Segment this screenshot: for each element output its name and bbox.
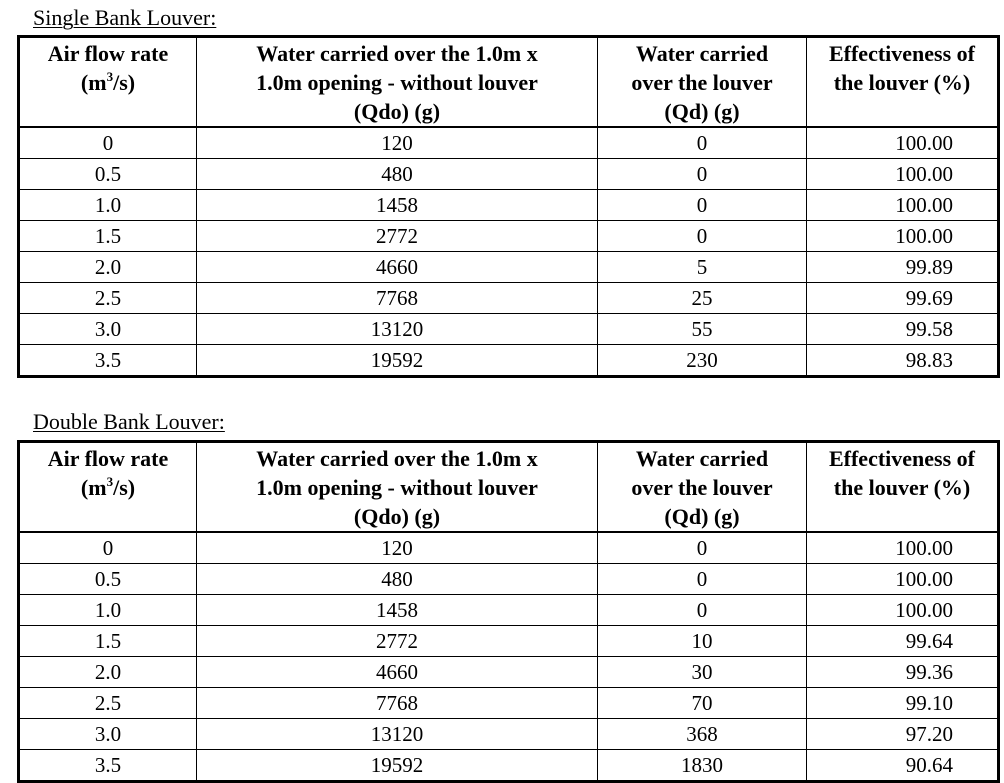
- cell-air-flow-rate: 1.0: [19, 595, 197, 626]
- cell-effectiveness: 99.58: [807, 314, 999, 345]
- double-bank-louver-title: Double Bank Louver:: [33, 409, 225, 434]
- table-row: [19, 688, 999, 719]
- cell-air-flow-rate: 1.5: [19, 221, 197, 252]
- cell-water-over-louver: 0: [598, 595, 807, 626]
- table-body: [19, 127, 999, 377]
- cell-effectiveness: 100.00: [807, 190, 999, 221]
- cell-water-over-louver: 25: [598, 283, 807, 314]
- cell-air-flow-rate: 1.5: [19, 626, 197, 657]
- cell-water-without-louver: 13120: [197, 314, 598, 345]
- cell-air-flow-rate: 0.5: [19, 564, 197, 595]
- cell-effectiveness: 99.69: [807, 283, 999, 314]
- table-header-row: [19, 442, 999, 533]
- cell-water-without-louver: 7768: [197, 283, 598, 314]
- table-row: [19, 532, 999, 564]
- cell-air-flow-rate: 2.5: [19, 283, 197, 314]
- header-effectiveness: Effectiveness of the louver (%): [807, 37, 999, 128]
- cell-air-flow-rate: 2.0: [19, 657, 197, 688]
- cell-effectiveness: 99.36: [807, 657, 999, 688]
- cell-air-flow-rate: 2.5: [19, 688, 197, 719]
- cell-water-over-louver: 0: [598, 564, 807, 595]
- cell-water-over-louver: 230: [598, 345, 807, 377]
- cell-air-flow-rate: 3.5: [19, 750, 197, 782]
- table-row: [19, 595, 999, 626]
- table-row: [19, 283, 999, 314]
- cell-air-flow-rate: 2.0: [19, 252, 197, 283]
- table-row: [19, 190, 999, 221]
- cell-effectiveness: 99.10: [807, 688, 999, 719]
- cell-water-over-louver: 0: [598, 159, 807, 190]
- cell-water-over-louver: 1830: [598, 750, 807, 782]
- table-row: [19, 564, 999, 595]
- cell-effectiveness: 100.00: [807, 221, 999, 252]
- table-header-row: [19, 37, 999, 128]
- single-bank-louver-table: [17, 35, 1000, 378]
- cell-effectiveness: 100.00: [807, 159, 999, 190]
- cell-air-flow-rate: 3.0: [19, 314, 197, 345]
- header-water-over-louver: Water carried over the louver (Qd) (g): [598, 37, 807, 128]
- cell-water-without-louver: 1458: [197, 595, 598, 626]
- table-row: [19, 345, 999, 377]
- cell-water-without-louver: 1458: [197, 190, 598, 221]
- cell-air-flow-rate: 3.5: [19, 345, 197, 377]
- cell-air-flow-rate: 0: [19, 127, 197, 159]
- table-row: [19, 750, 999, 782]
- cell-water-without-louver: 4660: [197, 657, 598, 688]
- single-bank-louver-title: Single Bank Louver:: [33, 5, 217, 30]
- cell-water-over-louver: 10: [598, 626, 807, 657]
- cell-effectiveness: 99.89: [807, 252, 999, 283]
- cell-water-over-louver: 0: [598, 190, 807, 221]
- cell-effectiveness: 100.00: [807, 532, 999, 564]
- cell-water-without-louver: 480: [197, 159, 598, 190]
- cell-water-over-louver: 0: [598, 221, 807, 252]
- cell-water-without-louver: 4660: [197, 252, 598, 283]
- header-air-flow-rate: Air flow rate $(m^3/s)$: [19, 37, 197, 128]
- cell-water-over-louver: 30: [598, 657, 807, 688]
- cell-effectiveness: 100.00: [807, 564, 999, 595]
- cell-water-over-louver: 0: [598, 127, 807, 159]
- cell-water-without-louver: 2772: [197, 626, 598, 657]
- cell-effectiveness: 98.83: [807, 345, 999, 377]
- cell-water-without-louver: 19592: [197, 345, 598, 377]
- header-water-without-louver: Water carried over the 1.0m x 1.0m opening - without louver (Qdo) (g): [197, 442, 598, 533]
- cell-water-without-louver: 19592: [197, 750, 598, 782]
- cell-water-over-louver: 70: [598, 688, 807, 719]
- cell-air-flow-rate: 1.0: [19, 190, 197, 221]
- cell-air-flow-rate: 0.5: [19, 159, 197, 190]
- header-water-over-louver: Water carried over the louver (Qd) (g): [598, 442, 807, 533]
- cell-water-over-louver: 0: [598, 532, 807, 564]
- cell-air-flow-rate: 3.0: [19, 719, 197, 750]
- table-row: [19, 626, 999, 657]
- header-air-flow-rate: Air flow rate $(m^3/s)$: [19, 442, 197, 533]
- cell-water-over-louver: 5: [598, 252, 807, 283]
- cell-water-without-louver: 120: [197, 127, 598, 159]
- cell-effectiveness: 97.20: [807, 719, 999, 750]
- cell-water-over-louver: 55: [598, 314, 807, 345]
- table-row: [19, 221, 999, 252]
- table-row: [19, 252, 999, 283]
- cell-water-without-louver: 7768: [197, 688, 598, 719]
- header-effectiveness: Effectiveness of the louver (%): [807, 442, 999, 533]
- table-row: [19, 127, 999, 159]
- cell-water-without-louver: 2772: [197, 221, 598, 252]
- table-body: [19, 532, 999, 782]
- double-bank-louver-table: [17, 440, 1000, 783]
- cell-water-without-louver: 13120: [197, 719, 598, 750]
- cell-air-flow-rate: 0: [19, 532, 197, 564]
- cell-effectiveness: 90.64: [807, 750, 999, 782]
- cell-effectiveness: 99.64: [807, 626, 999, 657]
- cell-effectiveness: 100.00: [807, 595, 999, 626]
- table-row: [19, 314, 999, 345]
- cell-water-without-louver: 480: [197, 564, 598, 595]
- cell-water-without-louver: 120: [197, 532, 598, 564]
- cell-water-over-louver: 368: [598, 719, 807, 750]
- header-water-without-louver: Water carried over the 1.0m x 1.0m opening - without louver (Qdo) (g): [197, 37, 598, 128]
- table-row: [19, 159, 999, 190]
- table-row: [19, 657, 999, 688]
- table-row: [19, 719, 999, 750]
- cell-effectiveness: 100.00: [807, 127, 999, 159]
